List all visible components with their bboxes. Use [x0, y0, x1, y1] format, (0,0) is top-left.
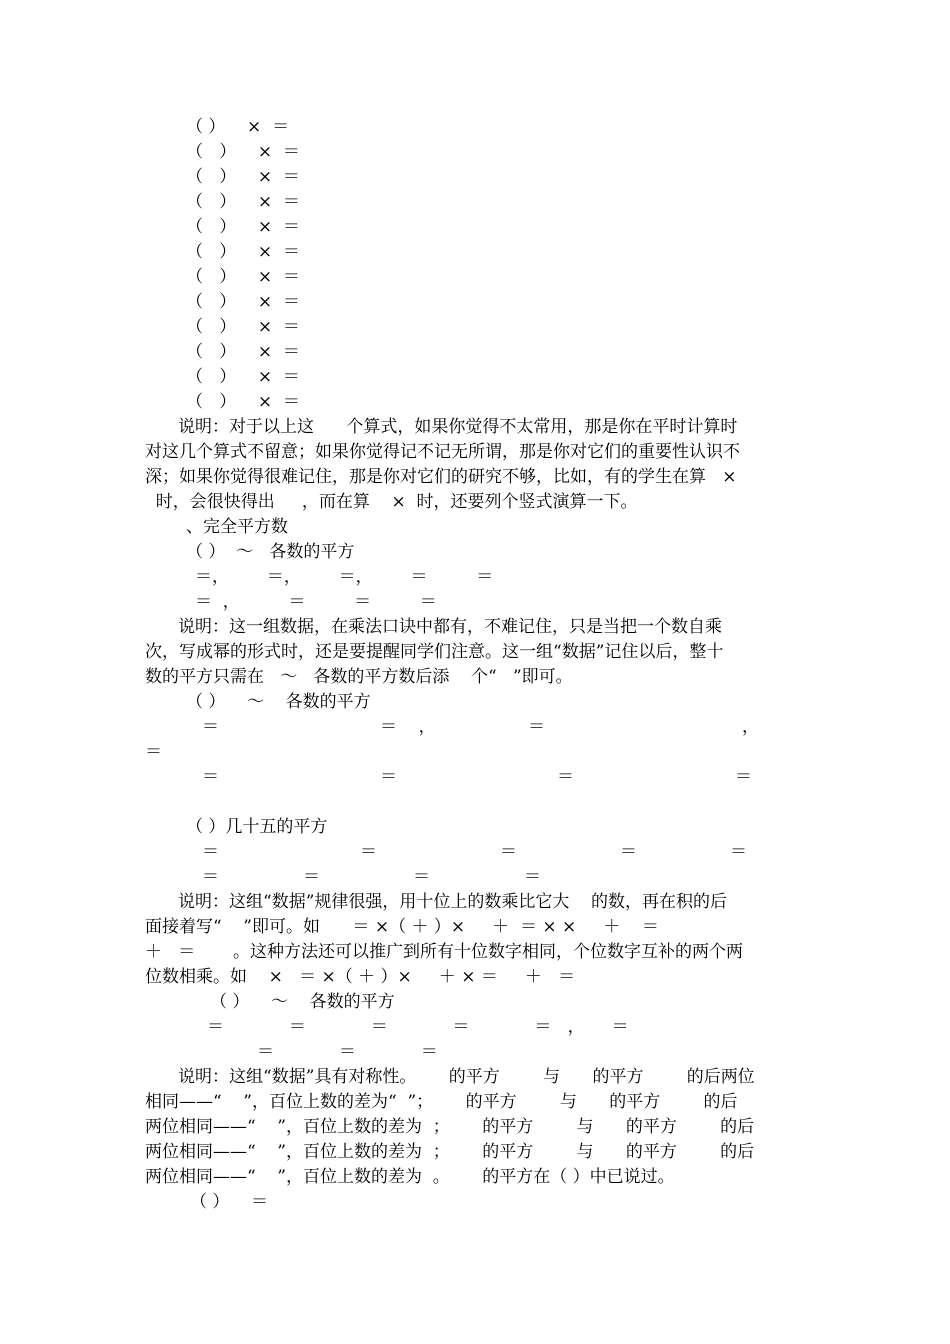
text-line: ＝ ＝ ＝ — [257, 1042, 438, 1062]
text-line: ＝ — [735, 767, 752, 787]
text-line: （ ） × ＝ — [186, 367, 300, 387]
text-line: ＝ — [528, 717, 545, 737]
text-line: （ ） × ＝ — [186, 142, 300, 162]
text-line: 说明：对于以上这 个算式，如果你觉得不太常用，那是你在平时计算时 — [178, 417, 738, 437]
text-line: ， — [742, 717, 759, 737]
text-line: 深；如果你觉得很难记住，那是你对它们的研究不够，比如，有的学生在算 × — [145, 467, 737, 487]
text-line: ＝ — [202, 842, 219, 862]
text-line: 时，会很快得出 ，而在算 × 时，还要列个竖式演算一下。 — [145, 492, 638, 512]
text-line: （ ） ～ 各数的平方 — [186, 692, 371, 712]
text-line: ＝ — [202, 767, 219, 787]
text-line: 两位相同——“ ”，百位上数的差为 。 的平方在（ ）中已说过。 — [145, 1167, 675, 1187]
text-line: （ ） × ＝ — [186, 267, 300, 287]
text-line: （ ） × ＝ — [186, 192, 300, 212]
text-line: ＝ — [413, 867, 430, 887]
text-line: （ ） ＝ — [190, 1192, 269, 1212]
text-line: ＝ ， — [380, 717, 436, 737]
text-line: ＝ — [202, 867, 219, 887]
text-line: 说明：这一组数据，在乘法口诀中都有，不难记住，只是当把一个数自乘 — [178, 617, 722, 637]
text-line: 数的平方只需在 ～ 各数的平方数后添 个“ ”即可。 — [145, 667, 573, 687]
text-line: ＝ ＝ ＝ ＝ ＝ ， ＝ — [207, 1017, 629, 1037]
text-line: 相同——“ ”，百位上数的差为“ ”； 的平方 与 的平方 的后 — [145, 1092, 738, 1112]
text-line: ＝ — [557, 767, 574, 787]
text-line: ＝ — [202, 717, 219, 737]
text-line: （ ） × ＝ — [186, 242, 300, 262]
text-line: ＝ — [500, 842, 517, 862]
text-line: 对这几个算式不留意；如果你觉得记不记无所谓，那是你对它们的重要性认识不 — [145, 442, 740, 462]
text-line: ＝ — [524, 867, 541, 887]
text-line: ＋ ＝ 。这种方法还可以推广到所有十位数字相同，个位数字互补的两个两 — [145, 942, 744, 962]
text-line: ＝ — [145, 742, 162, 762]
text-line: （ ） × ＝ — [186, 167, 300, 187]
text-line: ＝ — [620, 842, 637, 862]
text-line: （ ） ～ 各数的平方 — [186, 542, 355, 562]
text-line: 面接着写“ ”即可。如 ＝ ×（ ＋ ）× ＋ ＝ × × ＋ ＝ — [145, 917, 659, 937]
text-line: （ ） × ＝ — [186, 317, 300, 337]
text-line: ＝ — [730, 842, 747, 862]
text-line: 说明：这组“数据”具有对称性。 的平方 与 的平方 的后两位 — [178, 1067, 755, 1087]
text-line: （ ） × ＝ — [186, 292, 300, 312]
text-line: （ ） × ＝ — [186, 217, 300, 237]
text-line: 、完全平方数 — [186, 517, 288, 537]
text-line: ＝ — [380, 767, 397, 787]
text-line: ＝， ＝， ＝， ＝ ＝ — [195, 567, 494, 587]
text-line: 两位相同——“ ”，百位上数的差为 ； 的平方 与 的平方 的后 — [145, 1117, 755, 1137]
text-line: （ ） × ＝ — [186, 117, 290, 137]
text-line: （ ） × ＝ — [186, 342, 300, 362]
text-line: 说明：这组“数据”规律很强，用十位上的数乘比它大 的数，再在积的后 — [178, 892, 727, 912]
text-line: 次，写成幂的形式时，还是要提醒同学们注意。这一组“数据”记住以后，整十 — [145, 642, 724, 662]
text-line: （ ） ～ 各数的平方 — [210, 992, 395, 1012]
text-line: （ ） × ＝ — [186, 392, 300, 412]
text-line: ＝ — [360, 842, 377, 862]
text-line: ＝ — [303, 867, 320, 887]
text-line: （ ）几十五的平方 — [186, 817, 328, 837]
text-line: 位数相乘。如 × ＝ ×（ ＋ ）× ＋ × ＝ ＋ ＝ — [145, 967, 576, 987]
text-line: 两位相同——“ ”，百位上数的差为 ； 的平方 与 的平方 的后 — [145, 1142, 755, 1162]
text-line: ＝ ， ＝ ＝ ＝ — [195, 592, 437, 612]
